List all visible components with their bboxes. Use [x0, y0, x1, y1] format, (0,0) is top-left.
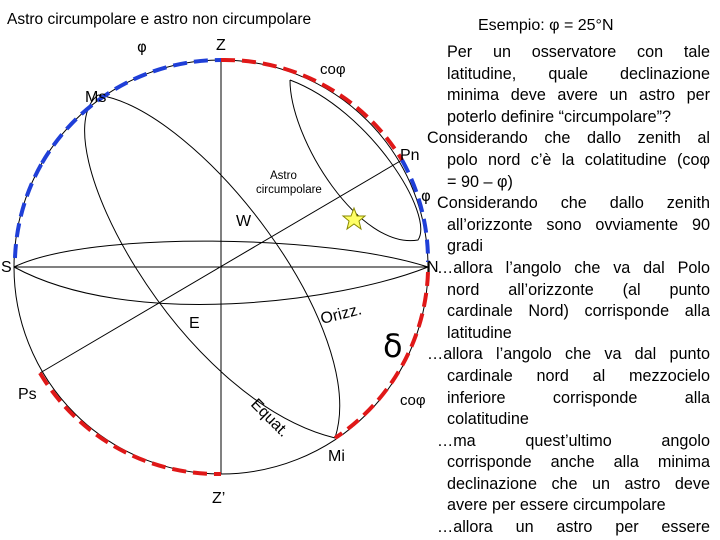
- north-pole-label: Pn: [400, 147, 420, 164]
- lower-arc-red-left: [40, 373, 221, 474]
- orizz-label: Orizz.: [318, 301, 364, 328]
- text-line: …ma quest’ultimo angolo: [437, 431, 710, 450]
- slide-title: Astro circumpolare e astro non circumpolare: [7, 11, 312, 28]
- text-line: colatitudine: [447, 410, 529, 429]
- colatitude-label-bottom: coφ: [400, 392, 426, 409]
- west-label: W: [236, 213, 252, 230]
- ms-label: Ms: [85, 89, 107, 106]
- declination-delta-label: δ: [383, 327, 403, 365]
- north-label: N: [427, 259, 439, 276]
- colatitude-arc-red-lower: [335, 272, 428, 438]
- mi-label: Mi: [328, 448, 345, 465]
- phi-label-right: φ: [421, 187, 431, 205]
- zenith-label: Z: [216, 37, 226, 54]
- south-pole-label: Ps: [18, 386, 37, 403]
- south-label: S: [1, 259, 12, 276]
- text-line: inferiore corrisponde alla: [447, 388, 710, 407]
- text-line: = 90 – φ): [447, 172, 513, 191]
- star-icon: [343, 208, 365, 229]
- east-label: E: [189, 315, 200, 332]
- horizon-arc-blue-left: [15, 163, 42, 258]
- colatitude-arc-red: [221, 60, 402, 160]
- equat-label: Equat.: [247, 395, 292, 441]
- text-line: cardinale Nord) corrisponde alla: [447, 302, 710, 321]
- zenith-to-pole-arc-blue-left: [42, 60, 221, 163]
- text-line: Considerando che dallo zenith al: [427, 129, 710, 148]
- text-line: declinazione che un astro deve: [447, 474, 710, 493]
- text-line: Considerando che dallo zenith: [437, 194, 710, 213]
- text-line: avere per essere circumpolare: [447, 496, 666, 515]
- latitude-arc-blue: [402, 160, 428, 262]
- text-line: latitudine, quale declinazione: [447, 64, 710, 83]
- circumpolar-star-label-line1: Astro: [270, 170, 297, 182]
- text-line: latitudine: [447, 323, 512, 342]
- text-line: all’orizzonte sono ovviamente 90: [447, 215, 710, 234]
- text-line: minima deve avere un astro per: [447, 86, 710, 105]
- text-line: poterlo definire “circumpolare”?: [447, 107, 672, 126]
- phi-label-top: φ: [137, 38, 147, 56]
- text-line: cardinale nord al mezzocielo: [447, 366, 710, 385]
- text-line: gradi: [447, 237, 483, 256]
- text-line: corrisponde anche alla minima: [447, 453, 710, 472]
- text-line: polo nord c’è la colatitudine (coφ: [447, 150, 710, 169]
- text-line: …allora l’angolo che va dal punto: [427, 345, 710, 364]
- nadir-label: Z’: [212, 490, 226, 507]
- example-heading: Esempio: φ = 25°N: [478, 17, 614, 34]
- text-line: …allora l’angolo che va dal Polo: [437, 258, 710, 277]
- explanation-text: [427, 42, 710, 539]
- text-line: Per un osservatore con tale: [447, 43, 710, 61]
- text-line: …allora un astro per essere: [437, 518, 710, 537]
- circumpolar-star-label-line2: circumpolare: [256, 184, 322, 196]
- colatitude-label-top: coφ: [320, 61, 346, 78]
- text-line: nord all’orizzonte (al punto: [447, 280, 710, 299]
